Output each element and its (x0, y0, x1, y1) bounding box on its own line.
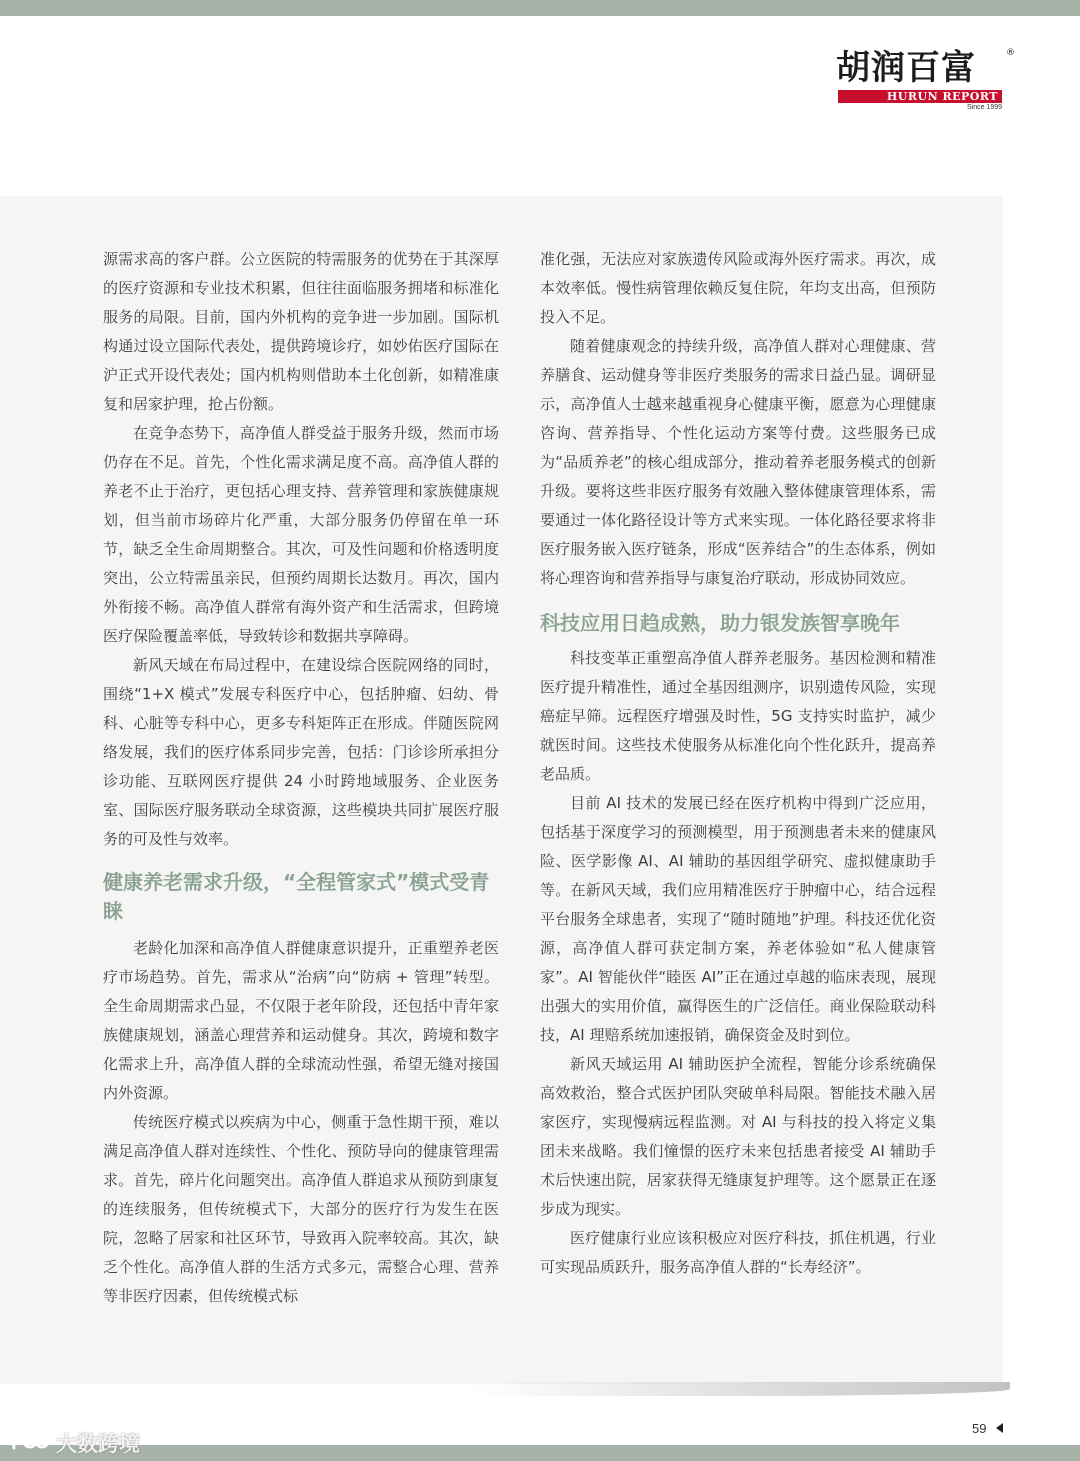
paragraph: 科技变革正重塑高净值人群养老服务。基因检测和精准医疗提升精准性，通过全基因组测序，识别遗传风险，实现癌症早筛。远程医疗增强及时性，5G 支持实时监护，减少就医时间。这些技术使服务从标准化向个性化跃升，提高养老品质。 (540, 649, 936, 783)
paragraph: 目前 AI 技术的发展已经在医疗机构中得到广泛应用，包括基于深度学习的预测模型，用于预测患者未来的健康风险、医学影像 AI、AI 辅助的基因组学研究、虚拟健康助手等。在新风天域，我们应用精准医疗于肿瘤中心，结合远程平台服务全球患者，实现了“随时随地”护理。科技还优化资源，高净值人群可获定制方案，养老体验如“私人健康管家”。AI 智能伙伴“睦医 AI”正在通过卓越的临床表现，展现出强大的实用价值，赢得医生的广泛信任。商业保险联动科技，AI 理赔系统加速报销，确保资金及时到位。 (540, 794, 936, 1044)
paragraph: 传统医疗模式以疾病为中心，侧重于急性期干预，难以满足高净值人群对连续性、个性化、预防导向的健康管理需求。首先，碎片化问题突出。高净值人群追求从预防到康复的连续服务，但传统模式下，大部分的医疗行为发生在医院，忽略了居家和社区环节，导致再入院率较高。其次，缺乏个性化。高净值人群的生活方式多元，需整合心理、营养等非医疗因素，但传统模式标 (103, 1113, 499, 1305)
section-heading: 健康养老需求升级，“全程管家式”模式受青睐 (103, 870, 490, 923)
bottom-color-band (0, 1445, 1080, 1461)
top-color-band (0, 0, 1080, 16)
logo-chinese-wordmark: 胡润百富 (836, 48, 976, 88)
paragraph: 准化强，无法应对家族遗传风险或海外医疗需求。再次，成本效率低。慢性病管理依赖反复住院，年均支出高，但预防投入不足。 (540, 250, 936, 326)
panel-page-curl-shadow (470, 1382, 1010, 1396)
watermark-text: 大数跨境 (56, 1432, 140, 1456)
section-heading: 科技应用日趋成熟，助力银发族智享晚年 (540, 611, 900, 635)
paragraph: 医疗健康行业应该积极应对医疗科技，抓住机遇，行业可实现品质跃升，服务高净值人群的“长寿经济”。 (540, 1229, 936, 1276)
hurun-report-logo (836, 48, 1016, 118)
article-left-column (103, 245, 499, 1311)
article-right-column (540, 245, 936, 1282)
paragraph: 老龄化加深和高净值人群健康意识提升，正重塑养老医疗市场趋势。首先，需求从“治病”向“防病 + 管理”转型。全生命周期需求凸显，不仅限于老年阶段，还包括中青年家族健康规划，涵盖心理营养和运动健身。其次，跨境和数字化需求上升，高净值人群的全球流动性强，希望无缝对接国内外资源。 (103, 939, 499, 1102)
watermark-logo-icon (10, 1430, 50, 1452)
page-number: 59 (972, 1421, 987, 1436)
paragraph: 新风天域运用 AI 辅助医护全流程，智能分诊系统确保高效救治，整合式医护团队突破单科局限。智能技术融入居家医疗，实现慢病远程监测。对 AI 与科技的投入将定义集团未来战略。我们憧憬的医疗未来包括患者接受 AI 辅助手术后快速出院，居家获得无缝康复护理等。这个愿景正在逐步成为现实。 (540, 1055, 936, 1218)
logo-english-banner: HURUN REPORT (838, 90, 1002, 103)
paragraph: 在竞争态势下，高净值人群受益于服务升级，然而市场仍存在不足。首先，个性化需求满足度不高。高净值人群的养老不止于治疗，更包括心理支持、营养管理和家族健康规划，但当前市场碎片化严重，大部分服务仍停留在单一环节，缺乏全生命周期整合。其次，可及性问题和价格透明度突出，公立特需虽亲民，但预约周期长达数月。再次，国内外衔接不畅。高净值人群常有海外资产和生活需求，但跨境医疗保险覆盖率低，导致转诊和数据共享障碍。 (103, 424, 499, 645)
paragraph: 源需求高的客户群。公立医院的特需服务的优势在于其深厚的医疗资源和专业技术积累，但往往面临服务拥堵和标准化服务的局限。目前，国内外机构的竞争进一步加剧。国际机构通过设立国际代表处，提供跨境诊疗，如妙佑医疗国际在沪正式开设代表处；国内机构则借助本土化创新，如精准康复和居家护理，抢占份额。 (103, 250, 499, 413)
registered-mark: ® (1006, 48, 1015, 58)
paragraph: 新风天域在布局过程中，在建设综合医院网络的同时，围绕“1+X 模式”发展专科医疗中心，包括肿瘤、妇幼、骨科、心脏等专科中心，更多专科矩阵正在形成。伴随医院网络发展，我们的医疗体系同步完善，包括：门诊诊所承担分诊功能、互联网医疗提供 24 小时跨地域服务、企业医务室、国际医疗服务联动全球资源，这些模块共同扩展医疗服务的可及性与效率。 (103, 656, 499, 848)
logo-since-text: Since 1999 (966, 104, 1002, 111)
page-arrow-icon (996, 1423, 1003, 1433)
paragraph: 随着健康观念的持续升级，高净值人群对心理健康、营养膳食、运动健身等非医疗类服务的需求日益凸显。调研显示，高净值人士越来越重视身心健康平衡，愿意为心理健康咨询、营养指导、个性化运动方案等付费。这些服务已成为“品质养老”的核心组成部分，推动着养老服务模式的创新升级。要将这些非医疗服务有效融入整体健康管理体系，需要通过一体化路径设计等方式来实现。一体化路径要求将非医疗服务嵌入医疗链条，形成“医养结合”的生态体系，例如将心理咨询和营养指导与康复治疗联动，形成协同效应。 (540, 337, 936, 587)
